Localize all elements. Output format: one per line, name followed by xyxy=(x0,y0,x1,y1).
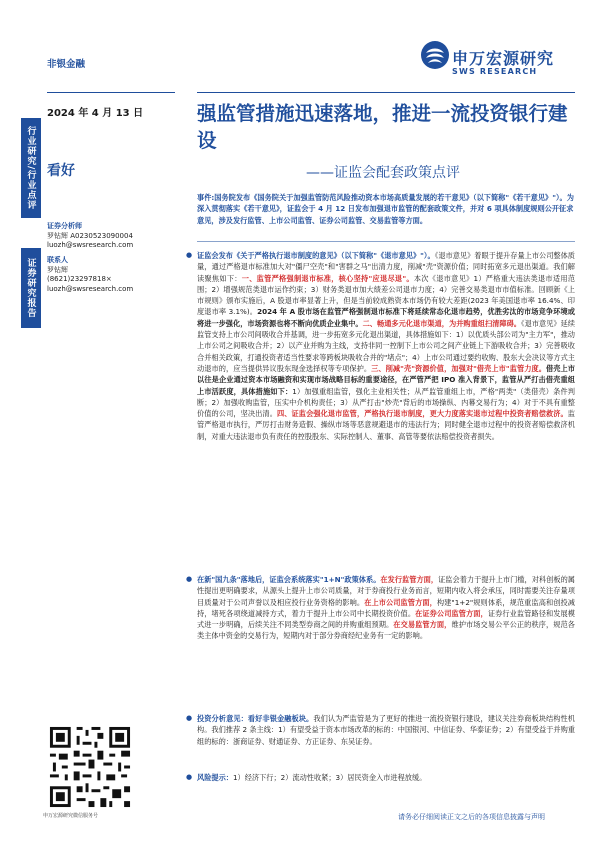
p1-point4: 四、证监会强化退市监管，严格执行退市制度，更大力度落实退市过程中投资者赔偿救济。 xyxy=(276,409,568,419)
p1-intro: 《退市意见》着眼于提升存量上市公司整体质量，通过严格退市标准加大对"僵尸空壳"和"害群之马"出清力度，削减"壳"资源价值；同时拓宽多元退出渠道。我们解读聚焦如下： xyxy=(197,251,575,283)
p1-point3-lead: 借壳上市以往是企业通过资本市场融资和实现市场战略目标的重要途径，在严管严把 IPO 准入背景下，监管从严打击借壳重组上市活跃度，具体措施如下： xyxy=(197,363,575,396)
paragraph-policy-system xyxy=(186,574,575,642)
p1-lead: 证监会发布《关于严格执行退市制度的意见》（以下简称"《退市意见》"）。 xyxy=(197,251,435,260)
p1-conclusion: 2024 年 A 股市场在监管严格强制退市标准下将延续常态化退市趋势，优胜劣汰的市场竞争环境或将进一步强化，市场资源也将不断向优质企业集中。 xyxy=(197,307,575,328)
report-type-tab: 行业研究/行业点评 xyxy=(21,118,41,218)
p2-trading: 在交易监管方面， xyxy=(393,620,452,630)
contact-heading: 联系人 xyxy=(47,256,68,264)
p1-point2-text: 《退市意见》延续监管支持上市公司间吸收合并基调，进一步拓宽多元化退出渠道，具体措施如下：1）以优质头部公司为"主力军"，推动上市公司之间吸收合并；2）以产业并购为主线，支持非同一控制下上市公司之间产业链上下游吸收合并；3）完善吸收合并相关政策，打通投资者适当性要求等跨板块吸收合并的"堵点"；4）上市公司通过要约收购、股东大会决议等方式主动退市的，应当提供异议股东现金选择权等专项保护。 xyxy=(197,318,575,373)
disclaimer-footer: 请务必仔细阅读正文之后的各项信息披露与声明 xyxy=(398,813,545,821)
p2-securities-co-text: 证券行业监管路径和发展模式进一步明确，后续关注不同类型券商之间的并购重组预期。 xyxy=(197,608,575,630)
bullet-icon: ● xyxy=(186,575,193,583)
report-title: 强监管措施迅速落地，推进一流投资银行建设 xyxy=(197,102,568,152)
paragraph-investment-view xyxy=(186,713,575,747)
event-divider xyxy=(197,241,575,242)
divider-left xyxy=(47,92,175,93)
report-date: 2024 年 4 月 13 日 xyxy=(47,108,144,119)
p2-lead: 在新"国九条"落地后，证监会系统落实"1+N"政策体系。 xyxy=(197,575,381,584)
divider-right xyxy=(197,92,575,93)
p2-trading-text: 维护市场交易公平公正的秩序，规范各类主体中资金的交易行为，短期内对于部分券商经纪业务有一定的影响。 xyxy=(197,620,575,641)
bullet-icon: ● xyxy=(186,773,193,781)
p1-point2: 二、畅通多元化退市渠道，为并购重组扫清障碍。 xyxy=(362,318,521,328)
contact-phone: (8621)23297818× xyxy=(47,275,112,283)
qr-caption: 申万宏源研究微信服务号 xyxy=(43,813,99,819)
p2-securities-co: 在证券公司监管方面， xyxy=(415,608,488,618)
logo-text-cn: 申万宏源研究 xyxy=(452,49,555,68)
p4-text: 1）经济下行；2）流动性收紧；3）居民资金入市进程放缓。 xyxy=(232,773,427,782)
contact-info xyxy=(47,256,133,294)
p4-lead: 风险提示： xyxy=(197,773,233,782)
bullet-icon: ● xyxy=(186,714,193,722)
p2-issuance-text: 证监会着力于提升上市门槛，对科创板的属性提出更明确要求，从源头上提升上市公司质量，对于券商投行业务而言，短期内收入将会承压，同时需要关注存量项目质量对于公司声誉以及相应投行业务资格的影响。 xyxy=(197,575,575,607)
contact-email: luozh@swsresearch.com xyxy=(47,284,134,293)
event-text: 国务院发布《国务院关于加强监管防范风险推动资本市场高质量发展的若干意见》（以下简称"《若干意见》"）。为深入贯彻落实《若干意见》，证监会于 4 月 12 日发布加强退市监管的配套政策文件，并对 6 项具体制度规则公开征求意见，涉及发行监管、上市公司监管、证券公司监管、交易监管等方面。 xyxy=(197,193,574,225)
industry-category: 非银金融 xyxy=(47,59,86,70)
p3-text: 我们认为严监管是为了更好的推进一流投资银行建设，建议关注券商板块结构性机构。我们推荐 2 条主线：1）有望受益于资本市场改革的标的：中国银河、中信证券、华泰证券；2）有望受益于并购重组的标的：浙商证券、财通证券、方正证券、东吴证券。 xyxy=(197,714,575,746)
report-subtitle: ——证监会配套政策点评 xyxy=(306,165,460,181)
p1-point3: 三、削减"壳"资源价值，加强对"借壳上市"监管力度。 xyxy=(371,363,547,373)
p2-listed-co-text: 构建"1+2"规则体系，规范重监高和创投减持，堵死各项绕道减持方式，着力于提升上市公司中长期投资价值。 xyxy=(197,597,575,618)
contact-name: 罗钻辉 xyxy=(47,265,68,274)
event-summary xyxy=(197,192,575,226)
analyst-name: 罗钻辉 A0230523090004 xyxy=(47,231,133,240)
p1-point3-text: 1）加强重组监管，强化主业相关性；从严监管重组上市，严格"两类"（类借壳）条件判断；2）加强收购监管，压实中介机构责任；3）从严打击"炒壳"背后的市场操纵、内幕交易行为；4）对于不具有重整价值的公司，坚决出清。 xyxy=(197,386,575,419)
p3-lead: 投资分析意见：看好非银金融板块。 xyxy=(197,714,314,723)
rating: 看好 xyxy=(47,163,75,179)
qr-code-image xyxy=(47,724,133,810)
p2-listed-co: 在上市公司监管方面， xyxy=(364,597,437,607)
report-label-tab: 证券研究报告 xyxy=(21,248,41,328)
logo-text-en: SWS RESEARCH xyxy=(452,67,538,76)
event-label: 事件: xyxy=(197,193,215,202)
p1-point1-text: 本次《退市意见》1）严格重大违法类退市适用范围；2）增强规范类退市运作约束；3）财务类退市加大绩差公司退市力度；4）完善交易类退市市值标准。回顾新《上市规则》颁布实施后，A 股退市率显著上升，但是当前较成熟资本市场仍有较大差距(2023 年美国退市率 16.4%、印度退市率 3.1%)。 xyxy=(197,273,575,317)
p2-issuance: 在发行监管方面， xyxy=(380,575,439,584)
paragraph-risk xyxy=(186,772,575,783)
paragraph-delisting xyxy=(186,250,575,442)
analyst-info xyxy=(47,222,133,251)
logo-mark-icon xyxy=(420,40,450,70)
p1-point4-text: 监管严格退市执行，严厉打击财务造假、操纵市场等恶意规避退市的违法行为；同时健全退市过程中的投资者赔偿救济机制，对重大违法退市负有责任的控股股东、实际控制人、董事、高管等要依法赔偿投资者损失。 xyxy=(197,409,575,441)
bullet-icon: ● xyxy=(186,251,193,259)
analyst-heading: 证券分析师 xyxy=(47,222,82,230)
p1-point1: 一、监管严格强制退市标准，核心坚持"应退尽退"。 xyxy=(241,273,414,283)
analyst-email: luozh@swsresearch.com xyxy=(47,241,134,249)
